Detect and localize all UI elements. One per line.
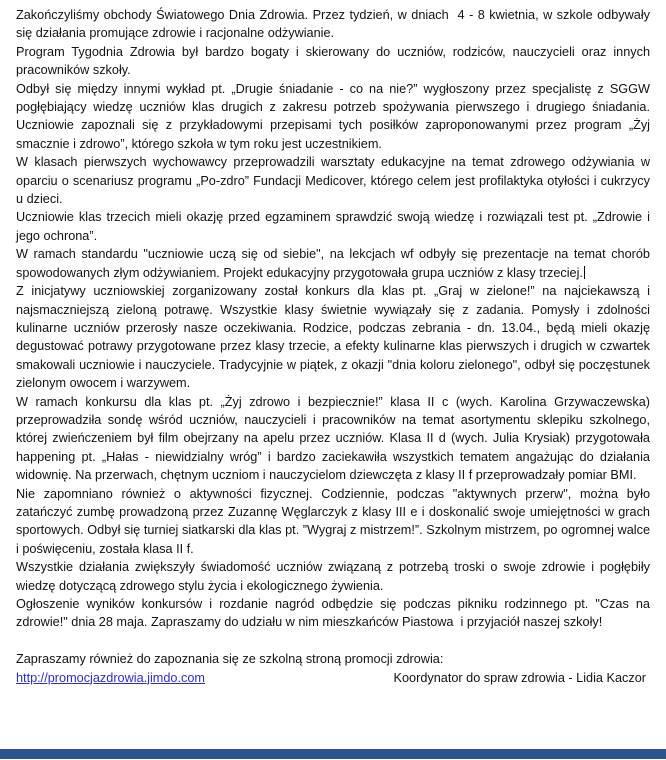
paragraph-third-grade-test: Uczniowie klas trzecich mieli okazję przed egzaminem sprawdzić swoją wiedzę i rozwiązali test pt. „Zdrowie i jego ochrona”. [16, 210, 650, 243]
coordinator-signature: Koordynator do spraw zdrowia - Lidia Kaczor [393, 670, 646, 685]
closing-note: Zapraszamy również do zapoznania się ze szkolną stroną promocji zdrowia: [16, 652, 444, 667]
text-cursor-caret [584, 266, 585, 279]
paragraph-health-day-intro: Zakończyliśmy obchody Światowego Dnia Zdrowia. Przez tydzień, w dniach 4 - 8 kwietnia, w szkole odbywały się działania promujące zdrowie i racjonalne odżywianie. [16, 8, 650, 41]
paragraph-program-overview: Program Tygodnia Zdrowia był bardzo bogaty i skierowany do uczniów, rodziców, nauczycieli oraz innych pracowników szkoły. [16, 44, 650, 78]
footer-row [16, 669, 650, 687]
paragraph-peer-learning [16, 245, 650, 282]
paragraph-lecture-sggw: Odbył się między innymi wykład pt. „Drugie śniadanie - co na nie?” wygłoszony przez specjalistę z SGGW pogłębiający wiedzę uczniów klas drugich z zakresu potrzeb spożywania pierwszego i drugiego śniadania. Uczniowie zapoznali się z przykładowymi przepisami tych posiłków zaproponowanymi przez program „Żyj smacznie i zdrowo”, którego szkoła w tym roku jest uczestnikiem. [16, 81, 650, 151]
paragraph-first-grade-workshops: W klasach pierwszych wychowawcy przeprowadzili warsztaty edukacyjne na temat zdrowego odżywiania w oparciu o scenariusz programu „Po-zdro” Fundacji Medicover, którego celem jest profilaktyka otyłości i cukrzycy u dzieci. [16, 155, 650, 207]
paragraph-green-contest: Z inicjatywy uczniowskiej zorganizowany został konkurs dla klas pt. „Graj w zielone!” na najciekawszą i najsmaczniejszą zieloną potrawę. Wszystkie klasy świetnie wywiązały się z zadania. Pomysły i zdolności kulinarne uczniów przerosły nasze oczekiwania. Rodzice, podczas zebrania - dn. 13.04., będą mieli okazję degustować potrawy przygotowane przez klasy trzecie, a efekty kulinarne klas pierwszych i drugich w czwartek smakowali uczniowie i nauczyciele. Tradycyjnie w piątek, z okazji "dnia koloru zielonego", odbył się poczęstunek zielonym owocem i warzywem. [16, 284, 650, 391]
promo-website-link[interactable]: http://promocjazdrowia.jimdo.com [16, 670, 205, 685]
paragraph-physical-activity: Nie zapomniano również o aktywności fizycznej. Codziennie, podczas "aktywnych przerw", można było zatańczyć zumbę prowadzoną przez Zuzannę Węglarczyk z klasy III e i doskonalić swoje umiejętności w grach sportowych. Odbył się turniej siatkarski dla klas pt. ”Wygraj z mistrzem!”. Szkolnym mistrzem, po ogromnej walce i poświęceniu, została klasa II f. [16, 486, 650, 556]
paragraph-summary: Wszystkie działania zwiększyły świadomość uczniów związaną z potrzebą troski o swoje zdrowie i pogłębiły wiedzę dotyczącą zdrowego stylu życia i ekologicznego żywienia. [16, 560, 650, 593]
paragraph-class-contest: W ramach konkursu dla klas pt. „Żyj zdrowo i bezpiecznie!” klasa II c (wych. Karolina Grzywaczewska) przeprowadziła sondę wśród uczniów, nauczycieli i pracowników na temat asortymentu sklepiku szkolnego, której zwieńczeniem był film obejrzany na apelu przez uczniów. Klasa II d (wych. Julia Krysiak) przygotowała happening pt. „Hałas - niewidzialny wróg” i bardzo zaciekawiła wszystkich tematem angażując do działania widownię. Na przerwach, chętnym uczniom i nauczycielom dziewczęta z klasy II f przeprowadzały pomiar BMI. [16, 394, 650, 483]
paragraph-picnic-announcement: Ogłoszenie wyników konkursów i rozdanie nagród odbędzie się podczas pikniku rodzinnego pt. "Czas na zdrowie!" dnia 28 maja. Zapraszamy do udziału w nim mieszkańców Piastowa i przyjaciół naszej szkoły! [16, 597, 650, 630]
bottom-accent-bar [0, 749, 666, 759]
paragraph-peer-learning-text: W ramach standardu "uczniowie uczą się od siebie", na lekcjach wf odbyły się prezentacje na temat chorób spowodowanych złym odżywianiem. Projekt edukacyjny przygotowała grupa uczniów z klasy trzeciej. [16, 247, 650, 280]
